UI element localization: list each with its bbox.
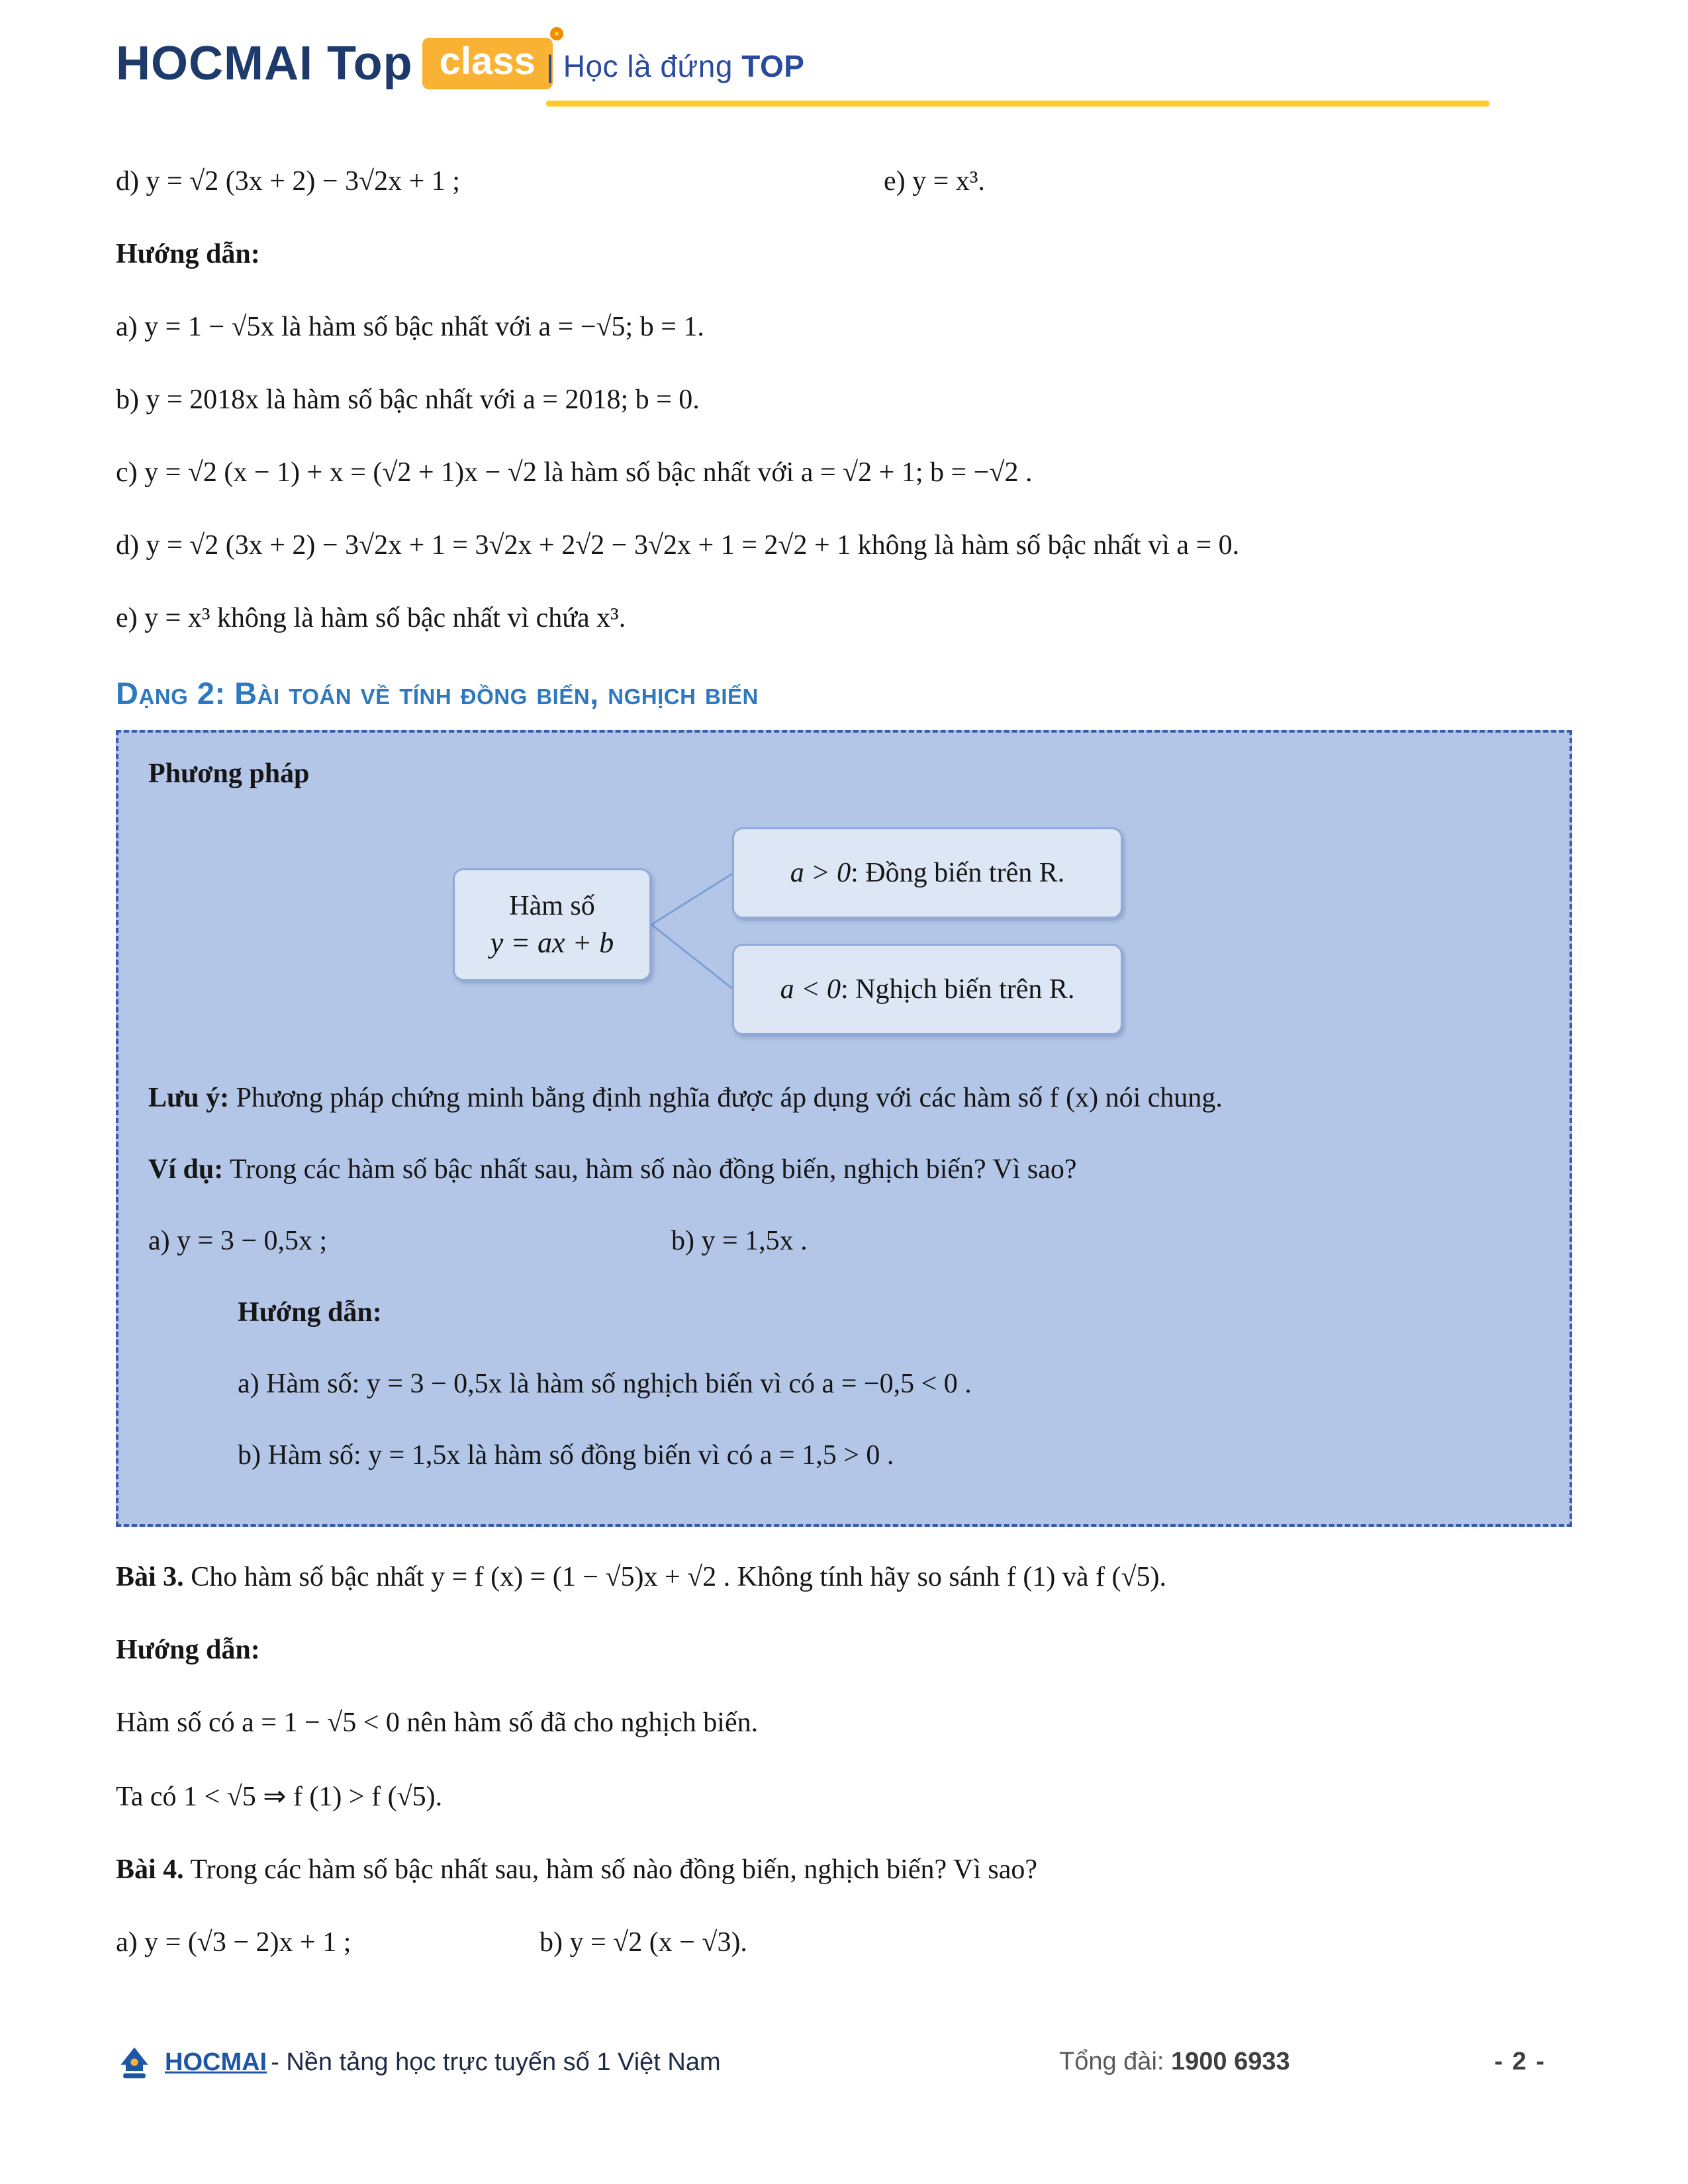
exercise4-item-a: a) y = (√3 − 2)x + 1 ; xyxy=(116,1927,352,1958)
example-item-b: b) y = 1,5x . xyxy=(671,1226,808,1256)
logo-badge-dot-icon xyxy=(550,27,563,40)
tagline-underline xyxy=(546,101,1489,107)
solution3-line1: Hàm số có a = 1 − √5 < 0 nên hàm số đã cho nghịch biến. xyxy=(116,1707,759,1738)
exercise3-text: Cho hàm số bậc nhất y = f (x) = (1 − √5)x + √2 . Không tính hãy so sánh f (1) và f (√5). xyxy=(183,1562,1166,1592)
example-text: Trong các hàm số bậc nhất sau, hàm số nào đồng biến, nghịch biến? Vì sao? xyxy=(223,1154,1077,1185)
tagline-top-text: TOP xyxy=(741,49,805,83)
solution3-line2: Ta có 1 < √5 ⇒ f (1) > f (√5). xyxy=(116,1782,443,1812)
note-label: Lưu ý: xyxy=(148,1083,230,1113)
method-title: Phương pháp xyxy=(148,758,310,789)
exercise4-items-row xyxy=(116,1927,1572,1958)
solution-line-a: a) y = 1 − √5x là hàm số bậc nhất với a = −√5; b = 1. xyxy=(116,312,704,342)
note-text: Phương pháp chứng minh bằng định nghĩa được áp dụng với các hàm số f (x) nói chung. xyxy=(229,1083,1223,1113)
exercise3-label: Bài 3. xyxy=(116,1562,184,1592)
solution-line-c: c) y = √2 (x − 1) + x = (√2 + 1)x − √2 là hàm số bậc nhất với a = √2 + 1; b = −√2 . xyxy=(116,457,1033,488)
logo-text: HOCMAI Top xyxy=(116,37,413,90)
footer-hotline-number: 1900 6933 xyxy=(1171,2048,1290,2075)
solution-heading: Hướng dẫn: xyxy=(116,239,260,269)
solution-line-e: e) y = x³ không là hàm số bậc nhất vì chứa x³. xyxy=(116,603,626,633)
solution-line-d: d) y = √2 (3x + 2) − 3√2x + 1 = 3√2x + 2√2 − 3√2x + 1 = 2√2 + 1 không là hàm số bậc nhất vì a = 0. xyxy=(116,530,1240,561)
footer-hotline-label: Tổng đài: xyxy=(1059,2048,1171,2075)
page-number: - 2 - xyxy=(1494,2048,1546,2075)
box-solution-heading: Hướng dẫn: xyxy=(238,1297,382,1328)
method-diagram xyxy=(148,812,1540,1050)
case-positive-text: : Đồng biến trên R. xyxy=(851,858,1065,888)
header-tagline xyxy=(546,48,804,84)
page-footer xyxy=(116,2038,1572,2098)
logo-class-text: class xyxy=(439,40,536,83)
example-line xyxy=(148,1154,1540,1185)
page-header xyxy=(116,36,1572,122)
method-box xyxy=(116,730,1572,1527)
tagline-text: | Học là đứng xyxy=(546,49,742,83)
exercise4-item-b: b) y = √2 (x − √3). xyxy=(539,1927,747,1958)
exercise4-text: Trong các hàm số bậc nhất sau, hàm số nào đồng biến, nghịch biến? Vì sao? xyxy=(183,1854,1037,1885)
diagram-case-negative xyxy=(732,944,1123,1035)
case-positive-condition: a > 0 xyxy=(790,858,851,888)
solution3-heading: Hướng dẫn: xyxy=(116,1635,260,1665)
section-heading-dang2: Dạng 2: Bài toán về tính đồng biến, nghịch biến xyxy=(116,676,759,711)
exercise4-line xyxy=(116,1854,1572,1886)
diagram-main-box xyxy=(453,868,651,981)
footer-hotline xyxy=(1059,2048,1290,2076)
note-line xyxy=(148,1082,1540,1114)
example-label: Ví dụ: xyxy=(148,1154,224,1185)
diagram-case-positive xyxy=(732,827,1123,919)
box-solution-b: b) Hàm số: y = 1,5x là hàm số đồng biến vì có a = 1,5 > 0 . xyxy=(238,1440,894,1471)
example-items-row xyxy=(148,1225,1540,1257)
hocmai-logo-icon xyxy=(116,2044,153,2081)
diagram-main-formula: y = ax + b xyxy=(490,926,614,959)
logo-class-badge xyxy=(422,38,553,89)
case-negative-text: : Nghịch biến trên R. xyxy=(840,974,1075,1005)
exercise3-line xyxy=(116,1561,1572,1593)
case-negative-condition: a < 0 xyxy=(780,974,841,1005)
exercise4-label: Bài 4. xyxy=(116,1854,184,1885)
problem-item-e: e) y = x³. xyxy=(884,166,985,197)
problem-row xyxy=(116,165,1572,197)
solution-line-b: b) y = 2018x là hàm số bậc nhất với a = 2018; b = 0. xyxy=(116,385,700,415)
diagram-main-label: Hàm số xyxy=(509,890,595,921)
problem-item-d: d) y = √2 (3x + 2) − 3√2x + 1 ; xyxy=(116,166,460,197)
document-body xyxy=(116,165,1572,1999)
footer-brand-suffix: - Nền tảng học trực tuyến số 1 Việt Nam xyxy=(271,2048,721,2076)
example-item-a: a) y = 3 − 0,5x ; xyxy=(148,1226,328,1256)
hocmai-topclass-logo xyxy=(116,36,553,91)
footer-brand-name: HOCMAI xyxy=(165,2048,267,2076)
box-solution-a: a) Hàm số: y = 3 − 0,5x là hàm số nghịch biến vì có a = −0,5 < 0 . xyxy=(238,1369,972,1399)
footer-brand xyxy=(116,2044,721,2081)
